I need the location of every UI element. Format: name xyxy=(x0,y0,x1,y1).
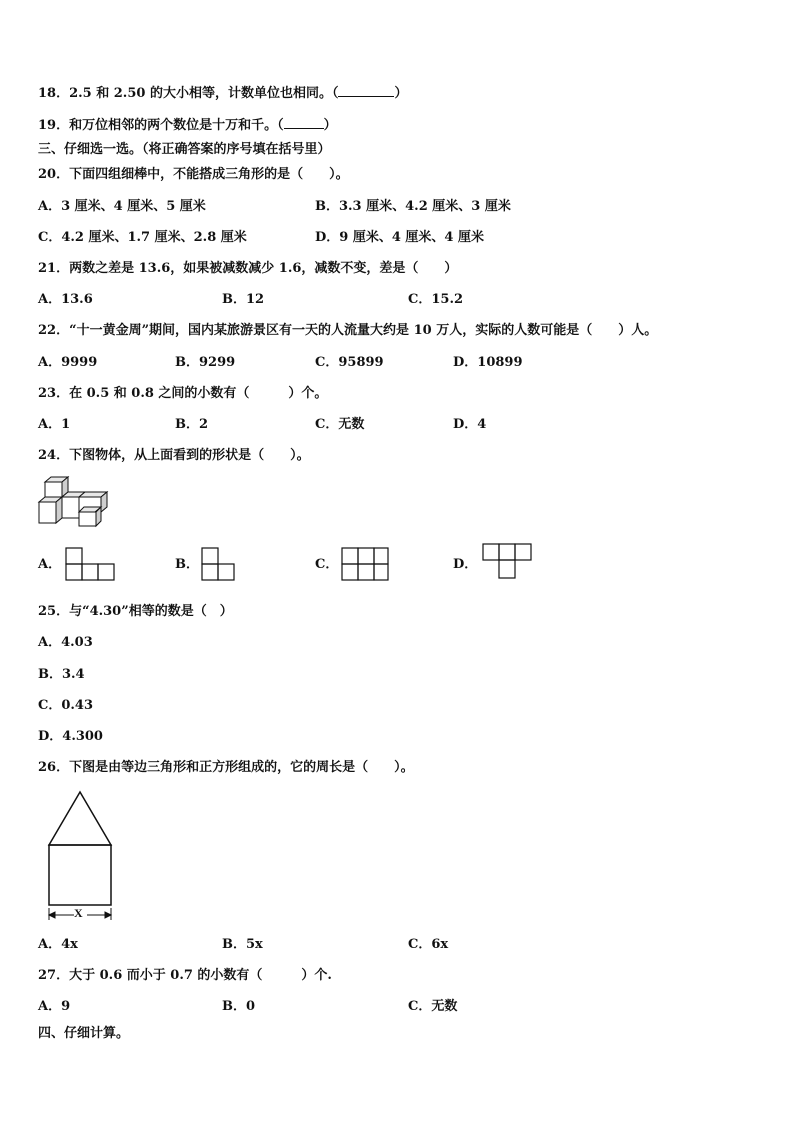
q23-option-d[interactable]: D．4 xyxy=(453,417,487,432)
q25-option-d[interactable]: D．4.300 xyxy=(38,729,103,744)
q25-option-a[interactable]: A．4.03 xyxy=(38,635,93,650)
q20-option-b[interactable]: B．3.3 厘米、4.2 厘米、3 厘米 xyxy=(315,199,511,214)
q23-option-c[interactable]: C．无数 xyxy=(315,417,365,432)
question-18-close: ） xyxy=(394,86,408,101)
q20-option-d[interactable]: D．9 厘米、4 厘米、4 厘米 xyxy=(315,230,484,245)
q24-option-b[interactable]: B． xyxy=(175,557,199,572)
q25-option-b[interactable]: B．3.4 xyxy=(38,667,85,682)
q26-option-c[interactable]: C．6x xyxy=(408,937,449,952)
question-19 xyxy=(38,116,337,134)
answer-blank-19[interactable] xyxy=(284,116,324,129)
q27-option-c[interactable]: C．无数 xyxy=(408,999,458,1014)
q24-option-c-shape xyxy=(340,546,392,582)
q20-option-c[interactable]: C．4.2 厘米、1.7 厘米、2.8 厘米 xyxy=(38,230,247,245)
question-19-text: 19．和万位相邻的两个数位是十万和千。（ xyxy=(38,118,284,133)
q24-option-d-shape xyxy=(481,542,533,582)
question-22: 22．“十一黄金周”期间，国内某旅游景区有一天的人流量大约是 10 万人，实际的人数可能是（ ）人。 xyxy=(38,323,658,338)
q27-option-a[interactable]: A．9 xyxy=(38,999,71,1014)
q21-option-b[interactable]: B．12 xyxy=(222,292,265,307)
house-figure-label: X xyxy=(74,906,83,920)
q27-option-b[interactable]: B．0 xyxy=(222,999,256,1014)
q22-option-b[interactable]: B．9299 xyxy=(175,355,236,370)
answer-blank-18[interactable] xyxy=(338,84,394,97)
q24-option-b-shape xyxy=(200,546,236,582)
q24-option-a-shape xyxy=(64,546,116,582)
question-20: 20．下面四组细棒中，不能搭成三角形的是（ ）。 xyxy=(38,167,349,182)
q22-option-c[interactable]: C．95899 xyxy=(315,355,384,370)
q26-option-b[interactable]: B．5x xyxy=(222,937,263,952)
q22-option-a[interactable]: A．9999 xyxy=(38,355,98,370)
question-25: 25．与“4.30”相等的数是（ ） xyxy=(38,604,233,619)
q24-option-d[interactable]: D． xyxy=(453,557,478,572)
section-3-heading: 三、仔细选一选。（将正确答案的序号填在括号里） xyxy=(38,142,331,157)
cube-stack-figure xyxy=(37,475,111,529)
q20-option-a[interactable]: A．3 厘米、4 厘米、5 厘米 xyxy=(38,199,206,214)
question-18 xyxy=(38,84,407,102)
question-23: 23．在 0.5 和 0.8 之间的小数有（ ）个。 xyxy=(38,386,328,401)
question-24: 24．下图物体，从上面看到的形状是（ ）。 xyxy=(38,448,310,463)
q23-option-b[interactable]: B．2 xyxy=(175,417,209,432)
q21-option-a[interactable]: A．13.6 xyxy=(38,292,93,307)
q23-option-a[interactable]: A．1 xyxy=(38,417,71,432)
q24-option-c[interactable]: C． xyxy=(315,557,339,572)
section-4-heading: 四、仔细计算。 xyxy=(38,1026,130,1041)
q24-option-a[interactable]: A． xyxy=(38,557,62,572)
question-21: 21．两数之差是 13.6，如果被减数减少 1.6，减数不变，差是（ ） xyxy=(38,261,458,276)
q22-option-d[interactable]: D．10899 xyxy=(453,355,523,370)
q21-option-c[interactable]: C．15.2 xyxy=(408,292,464,307)
house-figure xyxy=(44,788,118,926)
question-26: 26．下图是由等边三角形和正方形组成的，它的周长是（ ）。 xyxy=(38,760,414,775)
question-19-close: ） xyxy=(323,118,337,133)
q25-option-c[interactable]: C．0.43 xyxy=(38,698,94,713)
question-27: 27．大于 0.6 而小于 0.7 的小数有（ ）个. xyxy=(38,968,332,983)
q26-option-a[interactable]: A．4x xyxy=(38,937,78,952)
question-18-text: 18．2.5 和 2.50 的大小相等，计数单位也相同。（ xyxy=(38,86,339,101)
